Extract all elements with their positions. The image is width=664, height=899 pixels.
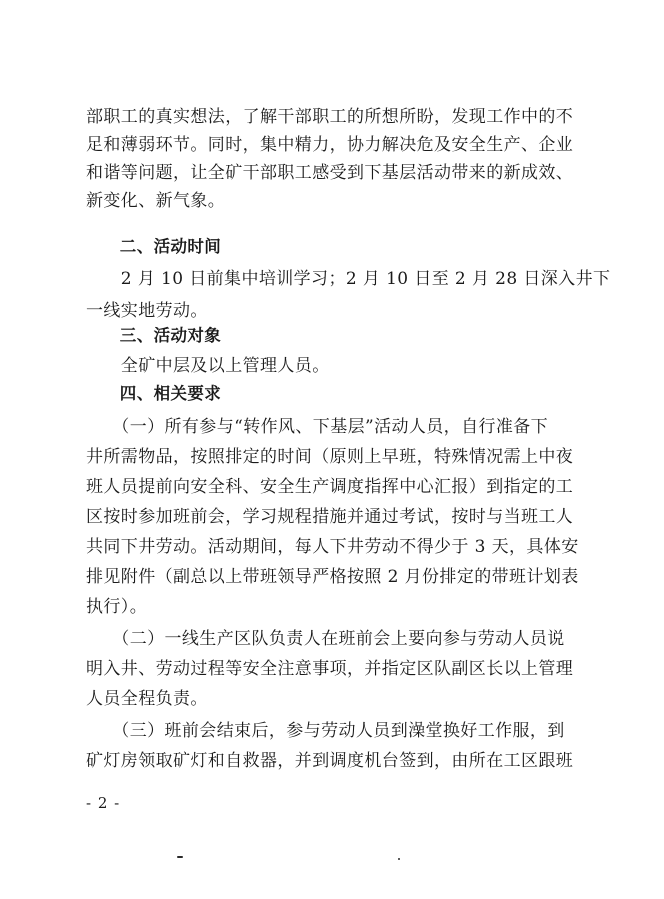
paragraph-line: （二）一线生产区队负责人在班前会上要向参与劳动人员说 [86,629,565,649]
paragraph-line: 一线实地劳动。 [86,301,208,321]
paragraph-line: 2 月 10 日前集中培训学习；2 月 10 日至 2 月 28 日深入井下 [86,269,611,289]
requirement-three [86,716,580,776]
section-heading-requirements: 四、相关要求 [86,384,222,403]
body-text [86,103,580,215]
paragraph-line: 排见附件（副总以上带班领导严格按照 2 月份排定的带班计划表 [86,567,579,587]
paragraph-line: 足和薄弱环节。同时，集中精力，协力解决危及安全生产、企业 [86,135,574,155]
section-heading-target: 三、活动对象 [86,326,222,345]
paragraph-line: （三）班前会结束后，参与劳动人员到澡堂换好工作服，到 [86,721,565,741]
section-two [86,233,611,325]
paragraph-line: 执行）。 [86,597,148,617]
paragraph-line: 新变化、新气象。 [86,191,226,211]
paragraph-line: 部职工的真实想法，了解干部职工的所想所盼，发现工作中的不 [86,107,574,127]
paragraph-line: 共同下井劳动。活动期间，每人下井劳动不得少于 3 天，具体安 [86,537,579,557]
page-number: - 2 - [86,794,121,812]
paragraph-line: 班人员提前向安全科、安全生产调度指挥中心汇报）到指定的工 [86,477,574,497]
paragraph-line: 全矿中层及以上管理人员。 [86,356,330,376]
scan-speck [177,856,183,858]
section-heading-time: 二、活动时间 [86,237,222,256]
paragraph-line: 区按时参加班前会，学习规程措施并通过考试，按时与当班工人 [86,507,574,527]
paragraph-line: 矿灯房领取矿灯和自救器，并到调度机台签到，由所在工区跟班 [86,751,574,771]
section-three [86,322,580,380]
paragraph-line: 和谐等问题，让全矿干部职工感受到下基层活动带来的新成效、 [86,163,574,183]
section-four [86,380,580,408]
paragraph-line: 人员全程负责。 [86,689,208,709]
paragraph-line: 明入井、劳动过程等安全注意事项，并指定区队副区长以上管理 [86,659,574,679]
requirement-one [86,412,580,622]
paragraph-line: （一）所有参与“转作风、下基层”活动人员，自行准备下 [86,417,549,437]
scan-speck [398,858,400,860]
requirement-two [86,624,580,714]
paragraph-line: 井所需物品，按照排定的时间（原则上早班，特殊情况需上中夜 [86,447,574,467]
